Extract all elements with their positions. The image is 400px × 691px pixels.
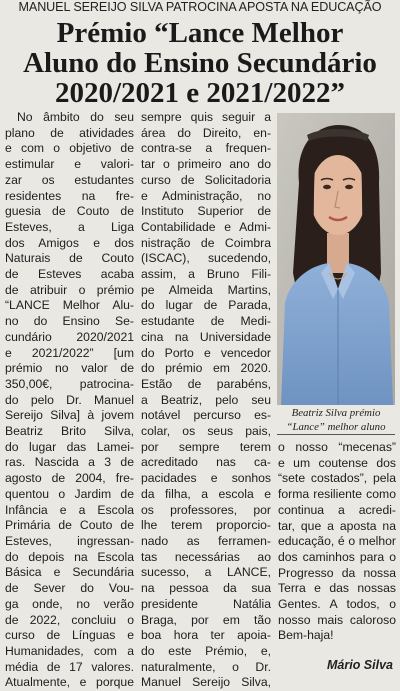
article-kicker: MANUEL SEREIJO SILVA PATROCINA APOSTA NA EDUCAÇÃO <box>18 0 382 14</box>
article-line: do depois na Escola <box>5 549 134 564</box>
headline-line-1: Prémio “Lance Melhor <box>56 17 344 49</box>
article-line: ga onde, no verão <box>5 596 134 611</box>
headline-line-3: 2020/2021 e 2021/2022” <box>55 77 345 109</box>
article-line: por sempre terem <box>141 439 271 454</box>
article-line: nosso mais caloroso <box>278 612 396 627</box>
article-line: sempre quis seguir a <box>141 110 271 124</box>
article-line: de Esteves acaba <box>5 267 134 282</box>
article-line: tas necessárias ao <box>141 549 271 564</box>
article-line: quentou o Jardim de <box>5 486 134 501</box>
article-line: Instituto Superior de <box>141 204 271 219</box>
article-line: Esteves, a Liga <box>5 219 134 234</box>
article-column-2 <box>141 110 271 691</box>
article-line: notável percurso es- <box>141 408 271 423</box>
article-line: plano de atividades <box>5 125 134 140</box>
caption-divider <box>277 434 395 435</box>
article-line: estudante de Medi- <box>141 314 271 329</box>
article-headline <box>0 18 400 108</box>
article-line: Manuel Sereijo Silva, <box>141 675 271 690</box>
article-line: Beatriz Brito Silva, <box>5 424 134 439</box>
article-line: continua a acredi- <box>278 502 396 517</box>
article-line: prémio no valor de <box>5 361 134 376</box>
article-line: residentes na fre- <box>5 188 134 203</box>
article-line: lhe terem proporcio- <box>141 518 271 533</box>
article-line: assim, a Bruno Fili- <box>141 267 271 282</box>
article-line: os professores, por <box>141 502 271 517</box>
article-line: pe Almeida Martins, <box>141 282 271 297</box>
article-line: contra-se a frequen- <box>141 141 271 156</box>
article-line: Infância e a Escola <box>5 502 134 517</box>
article-line: “LANCE Melhor Alu- <box>5 298 134 313</box>
article-line: tar, que a aposta na <box>278 518 396 533</box>
article-line: Sereijo Silva] à jovem <box>5 408 134 423</box>
article-line: do lugar das Lamei- <box>5 439 134 454</box>
article-line: Estão de parabéns, <box>141 376 271 391</box>
article-line: Bem-haja! <box>278 628 334 643</box>
article-line: e um coutense dos <box>278 455 396 470</box>
article-line: no do Ensino Se- <box>5 314 134 329</box>
article-line: Esteves, ingressan- <box>5 533 134 548</box>
article-line: Gentes. A todos, o <box>278 597 396 612</box>
article-line: boa hora ter apoia- <box>141 628 271 643</box>
article-line: dos Amigos e dos <box>5 235 134 250</box>
article-line: sucesso, a LANCE, <box>141 565 271 580</box>
headline-line-2: Aluno do Ensino Secundário <box>23 47 377 79</box>
article-line: pacidades e sonhos <box>141 471 271 486</box>
article-column-3 <box>278 440 396 644</box>
article-line: curso de Solicitadoria <box>141 172 271 187</box>
article-line: do Porto e vencedor <box>141 345 271 360</box>
article-line: de atribuir o prémio <box>5 282 134 297</box>
article-line: e com o objetivo de <box>5 141 134 156</box>
article-line: nistração de Coimbra <box>141 235 271 250</box>
article-line: do prémio em 2020. <box>141 361 271 376</box>
article-line: agosto de 2004, fre- <box>5 471 134 486</box>
article-line: nado as ferramen- <box>141 533 271 548</box>
article-line: e Administração, no <box>141 188 271 203</box>
article-line: Contabilidade e Admi- <box>141 219 271 234</box>
article-line: colar, os seus pais, <box>141 424 271 439</box>
article-line: Primária de Couto de <box>5 518 134 533</box>
article-line: estimular e valori- <box>5 157 134 172</box>
article-line: No âmbito do seu <box>17 110 134 124</box>
article-line: do lugar de Parada, <box>141 298 271 313</box>
article-line: “sete costados”, pela <box>278 471 396 486</box>
article-line: ras. Nascida a 3 de <box>5 455 134 470</box>
article-line: da filha, a escola e <box>141 486 271 501</box>
article-line: do este Prémio, e, <box>141 643 271 658</box>
article-line: área do Direito, en- <box>141 125 271 140</box>
article-line: dos caminhos para o <box>278 549 396 564</box>
article-line: zar os estudantes <box>5 172 134 187</box>
article-line: 350,00€, patrocina- <box>5 376 134 391</box>
article-line: Terra e das nossas <box>278 581 396 596</box>
article-line: (ISCAC), sucedendo, <box>141 251 271 266</box>
article-line: Braga, por em tão <box>141 612 271 627</box>
author-signature: Mário Silva <box>327 658 393 672</box>
photo-caption <box>277 407 395 434</box>
article-column-1 <box>5 110 134 691</box>
article-line: média de 17 valores. <box>5 659 134 674</box>
portrait-photo <box>277 113 395 405</box>
article-line: e 2021/2022” [um <box>5 345 134 360</box>
article-line: o nosso “mecenas” <box>278 440 396 454</box>
article-line: cina na Universidade <box>141 329 271 344</box>
article-line: tar o primeiro ano do <box>141 157 271 172</box>
article-line: educação, é o melhor <box>278 534 396 549</box>
article-line: curso de Línguas e <box>5 628 134 643</box>
article-line: de 2022, concluiu o <box>5 612 134 627</box>
article-line: na pessoa da sua <box>141 581 271 596</box>
article-line: naturalmente, o Dr. <box>141 659 271 674</box>
article-line: guesia de Couto de <box>5 204 134 219</box>
article-line: de Sever do Vou- <box>5 581 134 596</box>
article-line: acreditado nas ca- <box>141 455 271 470</box>
article-line: Básica e Secundária <box>5 565 134 580</box>
article-line: a Beatriz, pelo seu <box>141 392 271 407</box>
article-line: Progresso da nossa <box>278 565 396 580</box>
article-line: do pelo Dr. Manuel <box>5 392 134 407</box>
caption-line-2: “Lance” melhor aluno <box>286 420 386 433</box>
article-line: Atualmente, e porque <box>5 675 134 690</box>
article-line: cundário 2020/2021 <box>5 329 134 344</box>
article-line: forma resiliente como <box>278 487 396 502</box>
caption-line-1: Beatriz Silva prémio <box>291 407 381 419</box>
article-line: Humanidades, com a <box>5 643 134 658</box>
article-line: presidente Natália <box>141 596 271 611</box>
article-line: Naturais de Couto <box>5 251 134 266</box>
